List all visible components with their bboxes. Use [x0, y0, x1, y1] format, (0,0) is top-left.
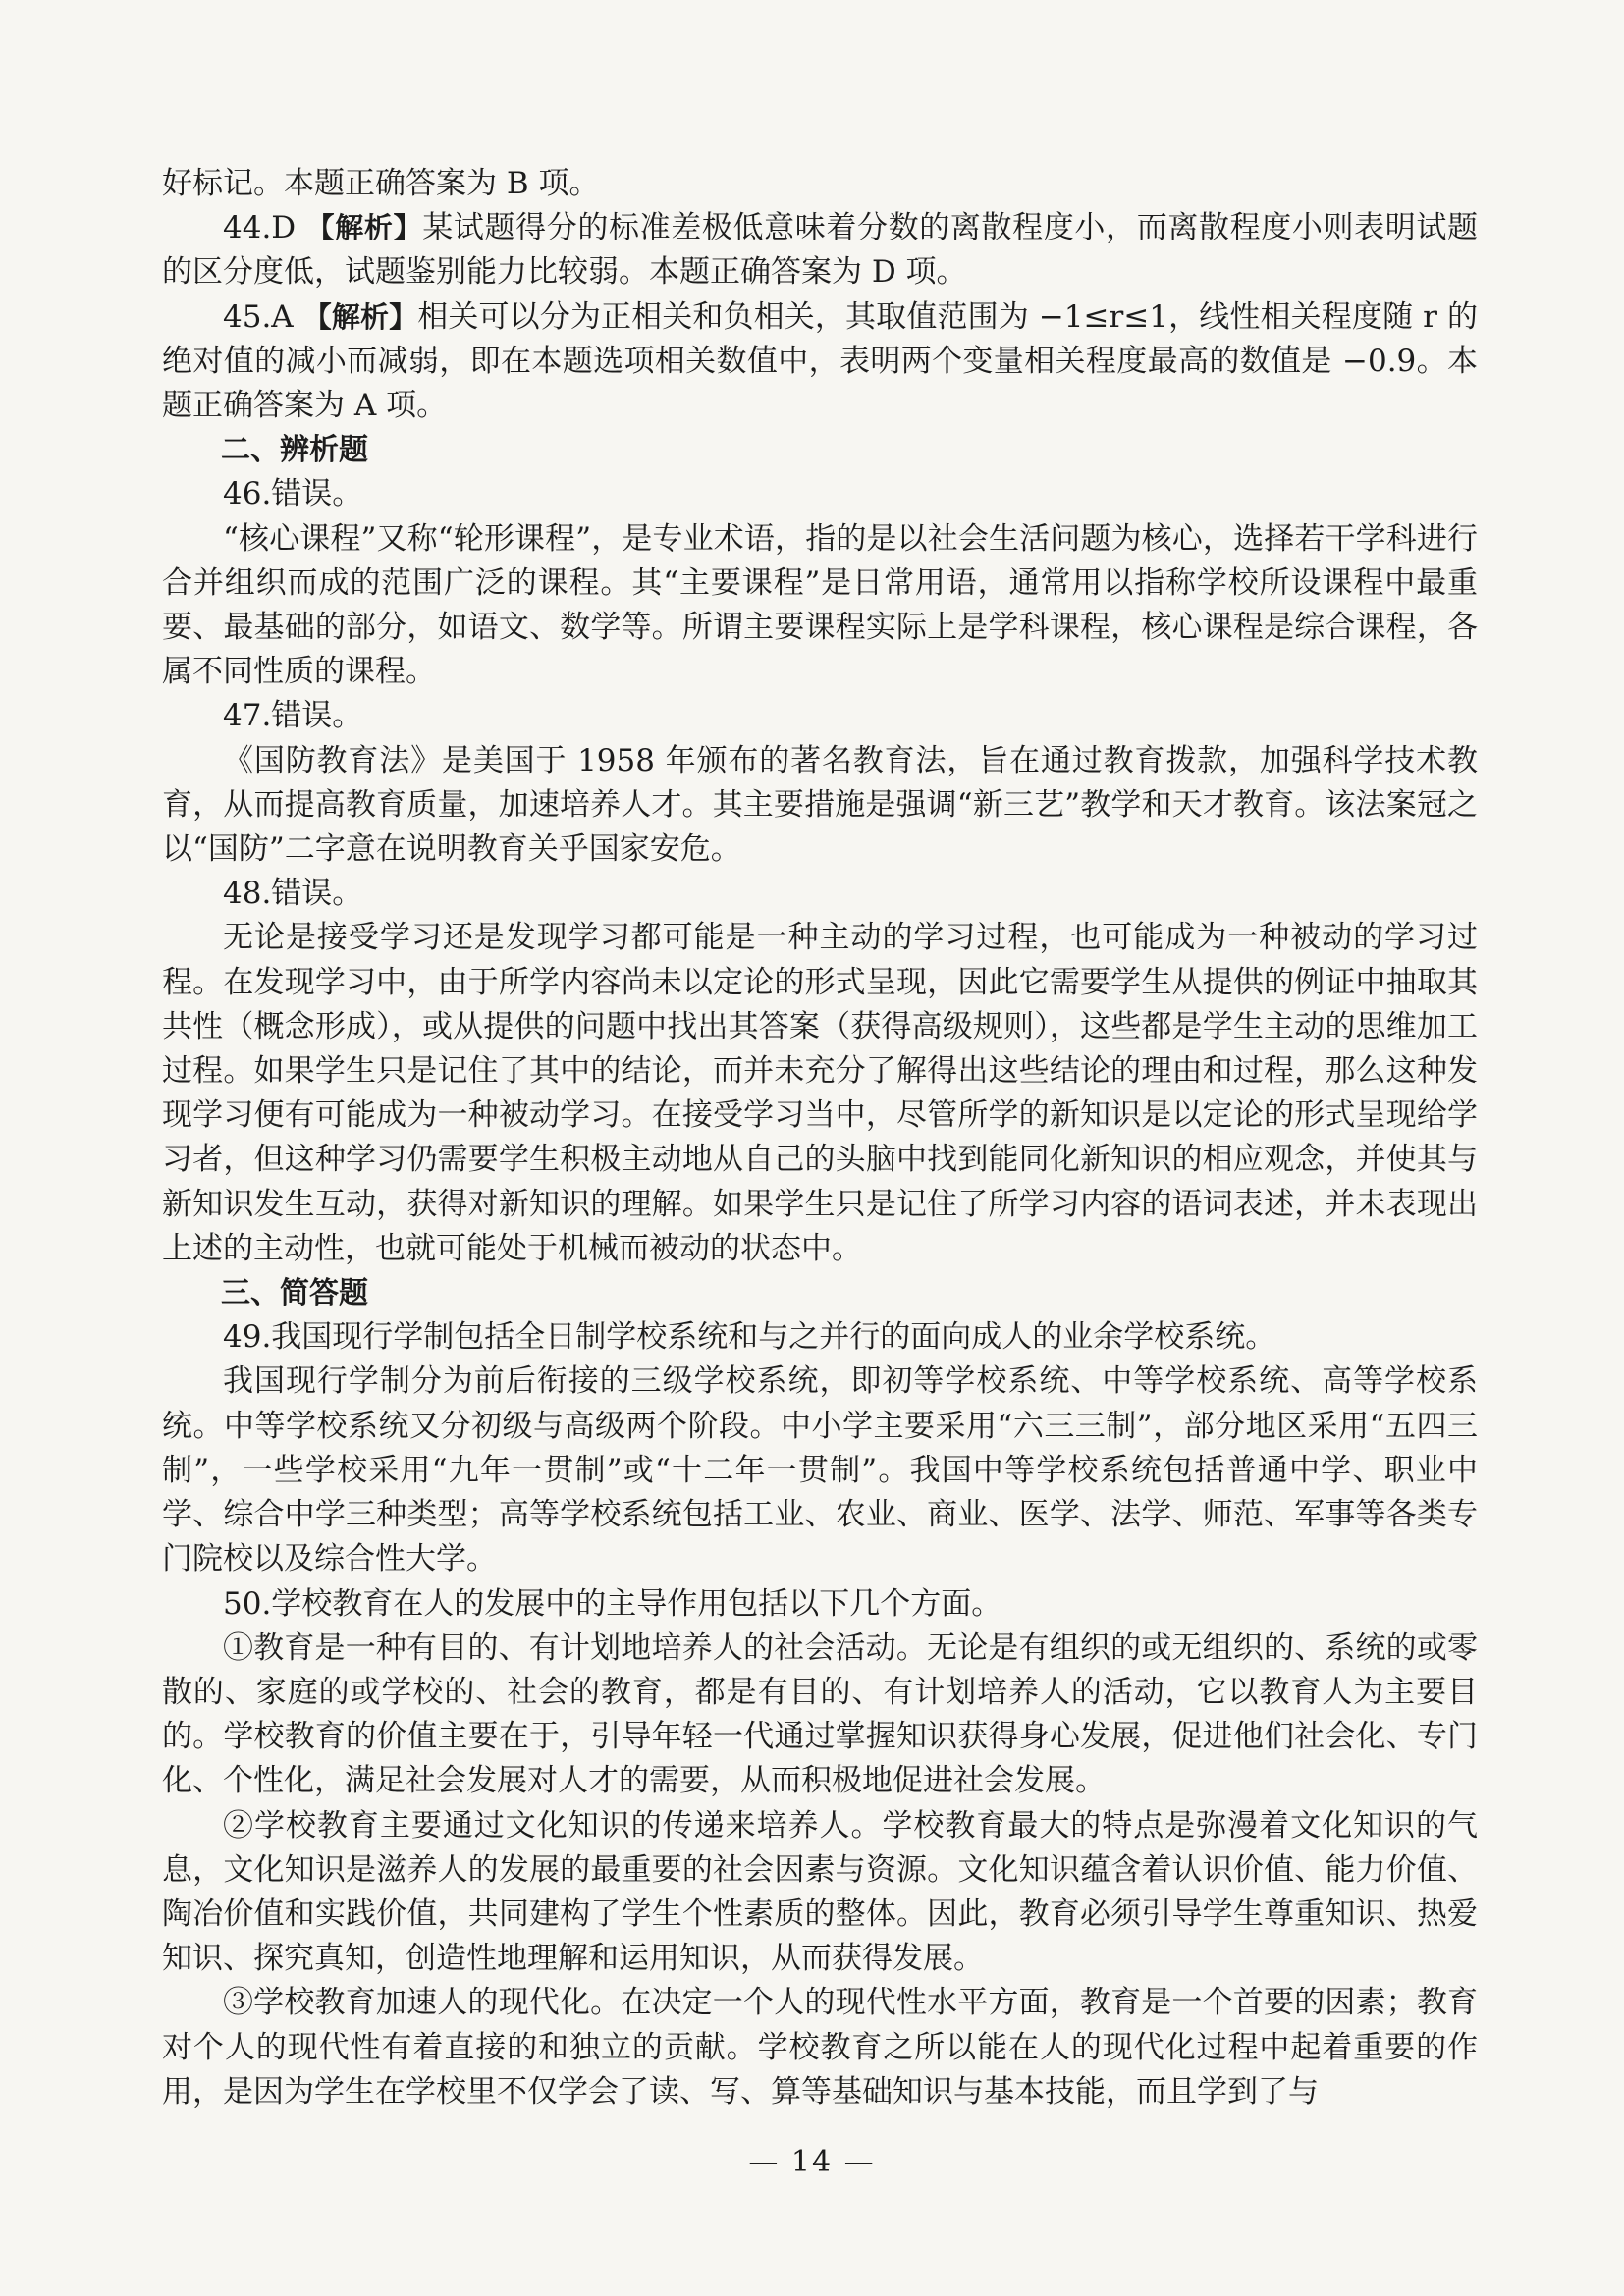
answer-number: 45.A: [223, 298, 294, 335]
answer-49: 49.我国现行学制包括全日制学校系统和与之并行的面向成人的业余学校系统。: [223, 1319, 1276, 1356]
answer-text: 相关可以分为正相关和负相关，其取值范围为 −1≤r≤1，线性相关程度随 r 的绝对值的减小而减弱，即在本题选项相关数值中，表明两个变量相关程度最高的数值是 −0.9。本题正确答案为 A 项。: [162, 298, 1478, 424]
answer-50-point-3: ③学校教育加速人的现代化。在决定一个人的现代性水平方面，教育是一个首要的因素；教育对个人的现代性有着直接的和独立的贡献。学校教育之所以能在人的现代化过程中起着重要的作用，是因为学生在学校里不仅学会了读、写、算等基础知识与基本技能，而且学到了与: [162, 1985, 1478, 2109]
section-heading-short-answer: 三、简答题: [221, 1276, 368, 1311]
answer-47-explanation: 《国防教育法》是美国于 1958 年颁布的著名教育法，旨在通过教育拨款，加强科学技术教育，从而提高教育质量，加速培养人才。其主要措施是强调“新三艺”教学和天才教育。该法案冠之以“国防”二字意在说明教育关乎国家安危。: [162, 742, 1478, 868]
paragraph-continuation: 好标记。本题正确答案为 B 项。: [162, 166, 600, 201]
answer-48-explanation: 无论是接受学习还是发现学习都可能是一种主动的学习过程，也可能成为一种被动的学习过程。在发现学习中，由于所学内容尚未以定论的形式呈现，因此它需要学生从提供的例证中抽取其共性（概念形成），或从提供的问题中找出其答案（获得高级规则），这些都是学生主动的思维加工过程。如果学生只是记住了其中的结论，而并未充分了解得出这些结论的理由和过程，那么这种发现学习便有可能成为一种被动学习。在接受学习当中，尽管所学的新知识是以定论的形式呈现给学习者，但这种学习仍需要学生积极主动地从自己的头脑中找到能同化新知识的相应观念，并使其与新知识发生互动，获得对新知识的理解。如果学生只是记住了所学习内容的语词表述，并未表现出上述的主动性，也就可能处于机械而被动的状态中。: [162, 920, 1478, 1266]
page-number: — 14 —: [748, 2145, 876, 2179]
answer-50-point-1: ①教育是一种有目的、有计划地培养人的社会活动。无论是有组织的或无组织的、系统的或零散的、家庭的或学校的、社会的教育，都是有目的、有计划培养人的活动，它以教育人为主要目的。学校教育的价值主要在于，引导年轻一代通过掌握知识获得身心发展，促进他们社会化、专门化、个性化，满足社会发展对人才的需要，从而积极地促进社会发展。: [162, 1629, 1478, 1799]
answer-47: 47.错误。: [223, 698, 363, 734]
section-heading-discrimination: 二、辨析题: [221, 433, 368, 468]
page-body: [162, 162, 1478, 2114]
answer-number: 44.D: [223, 210, 297, 246]
answer-45: [162, 295, 1478, 429]
answer-49-explanation: 我国现行学制分为前后衔接的三级学校系统，即初等学校系统、中等学校系统、高等学校系统。中等学校系统又分初级与高级两个阶段。中小学主要采用“六三三制”，部分地区采用“五四三制”，一些学校采用“九年一贯制”或“十二年一贯制”。我国中等学校系统包括普通中学、职业中学、综合中学三种类型；高等学校系统包括工业、农业、商业、医学、法学、师范、军事等各类专门院校以及综合性大学。: [162, 1363, 1478, 1577]
answer-text: 某试题得分的标准差极低意味着分数的离散程度小，而离散程度小则表明试题的区分度低，试题鉴别能力比较弱。本题正确答案为 D 项。: [162, 210, 1478, 291]
answer-46: 46.错误。: [223, 476, 363, 512]
answer-44: [162, 206, 1478, 294]
analysis-label: 【解析】: [302, 299, 418, 334]
analysis-label: 【解析】: [305, 211, 423, 245]
answer-46-explanation: “核心课程”又称“轮形课程”，是专业术语，指的是以社会生活问题为核心，选择若干学科进行合并组织而成的范围广泛的课程。其“主要课程”是日常用语，通常用以指称学校所设课程中最重要、最基础的部分，如语文、数学等。所谓主要课程实际上是学科课程，核心课程是综合课程，各属不同性质的课程。: [162, 520, 1478, 690]
answer-48: 48.错误。: [223, 876, 363, 912]
answer-50: 50.学校教育在人的发展中的主导作用包括以下几个方面。: [223, 1585, 1002, 1622]
answer-50-point-2: ②学校教育主要通过文化知识的传递来培养人。学校教育最大的特点是弥漫着文化知识的气息，文化知识是滋养人的发展的最重要的社会因素与资源。文化知识蕴含着认识价值、能力价值、陶冶价值和实践价值，共同建构了学生个性素质的整体。因此，教育必须引导学生尊重知识、热爱知识、探究真知，创造性地理解和运用知识，从而获得发展。: [162, 1807, 1478, 1977]
